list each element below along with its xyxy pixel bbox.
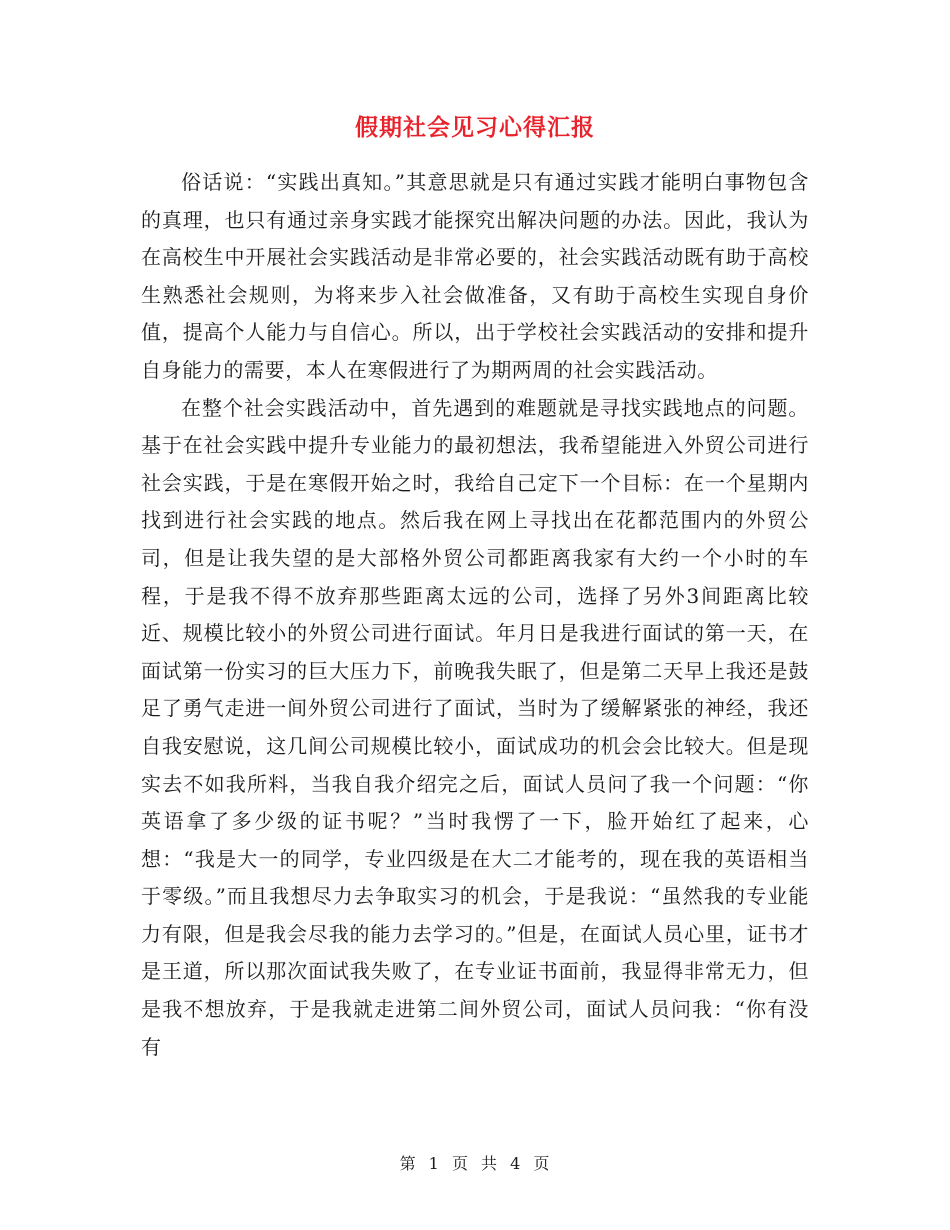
document-body — [141, 164, 809, 1066]
page-number-footer: 第 1 页 共 4 页 — [399, 1154, 551, 1173]
paragraph-1: 俗话说：“实践出真知。”其意思就是只有通过实践才能明白事物包含的真理，也只有通过亲身实践才能探究出解决问题的办法。因此，我认为在高校生中开展社会实践活动是非常必要的，社会实践活动既有助于高校生熟悉社会规则，为将来步入社会做准备，又有助于高校生实现自身价值，提高个人能力与自信心。所以，出于学校社会实践活动的安排和提升自身能力的需要，本人在寒假进行了为期两周的社会实践活动。 — [141, 170, 809, 382]
document-title: 假期社会见习心得汇报 — [355, 114, 595, 141]
paragraph-2: 在整个社会实践活动中，首先遇到的难题就是寻找实践地点的问题。基于在社会实践中提升专业能力的最初想法，我希望能进入外贸公司进行社会实践，于是在寒假开始之时，我给自己定下一个目标：在一个星期内找到进行社会实践的地点。然后我在网上寻找出在花都范围内的外贸公司，但是让我失望的是大部格外贸公司都距离我家有大约一个小时的车程，于是我不得不放弃那些距离太远的公司，选择了另外3间距离比较近、规模比较小的外贸公司进行面试。年月日是我进行面试的第一天，在面试第一份实习的巨大压力下，前晚我失眠了，但是第二天早上我还是鼓足了勇气走进一间外贸公司进行了面试，当时为了缓解紧张的神经，我还自我安慰说，这几间公司规模比较小，面试成功的机会会比较大。但是现实去不如我所料，当我自我介绍完之后，面试人员问了我一个问题：“你英语拿了多少级的证书呢？”当时我愣了一下，脸开始红了起来，心想：“我是大一的同学，专业四级是在大二才能考的，现在我的英语相当于零级。”而且我想尽力去争取实习的机会，于是我说：“虽然我的专业能力有限，但是我会尽我的能力去学习的。”但是，在面试人员心里，证书才是王道，所以那次面试我失败了，在专业证书面前，我显得非常无力，但是我不想放弃，于是我就走进第二间外贸公司，面试人员问我：“你有没有 — [141, 395, 809, 1059]
